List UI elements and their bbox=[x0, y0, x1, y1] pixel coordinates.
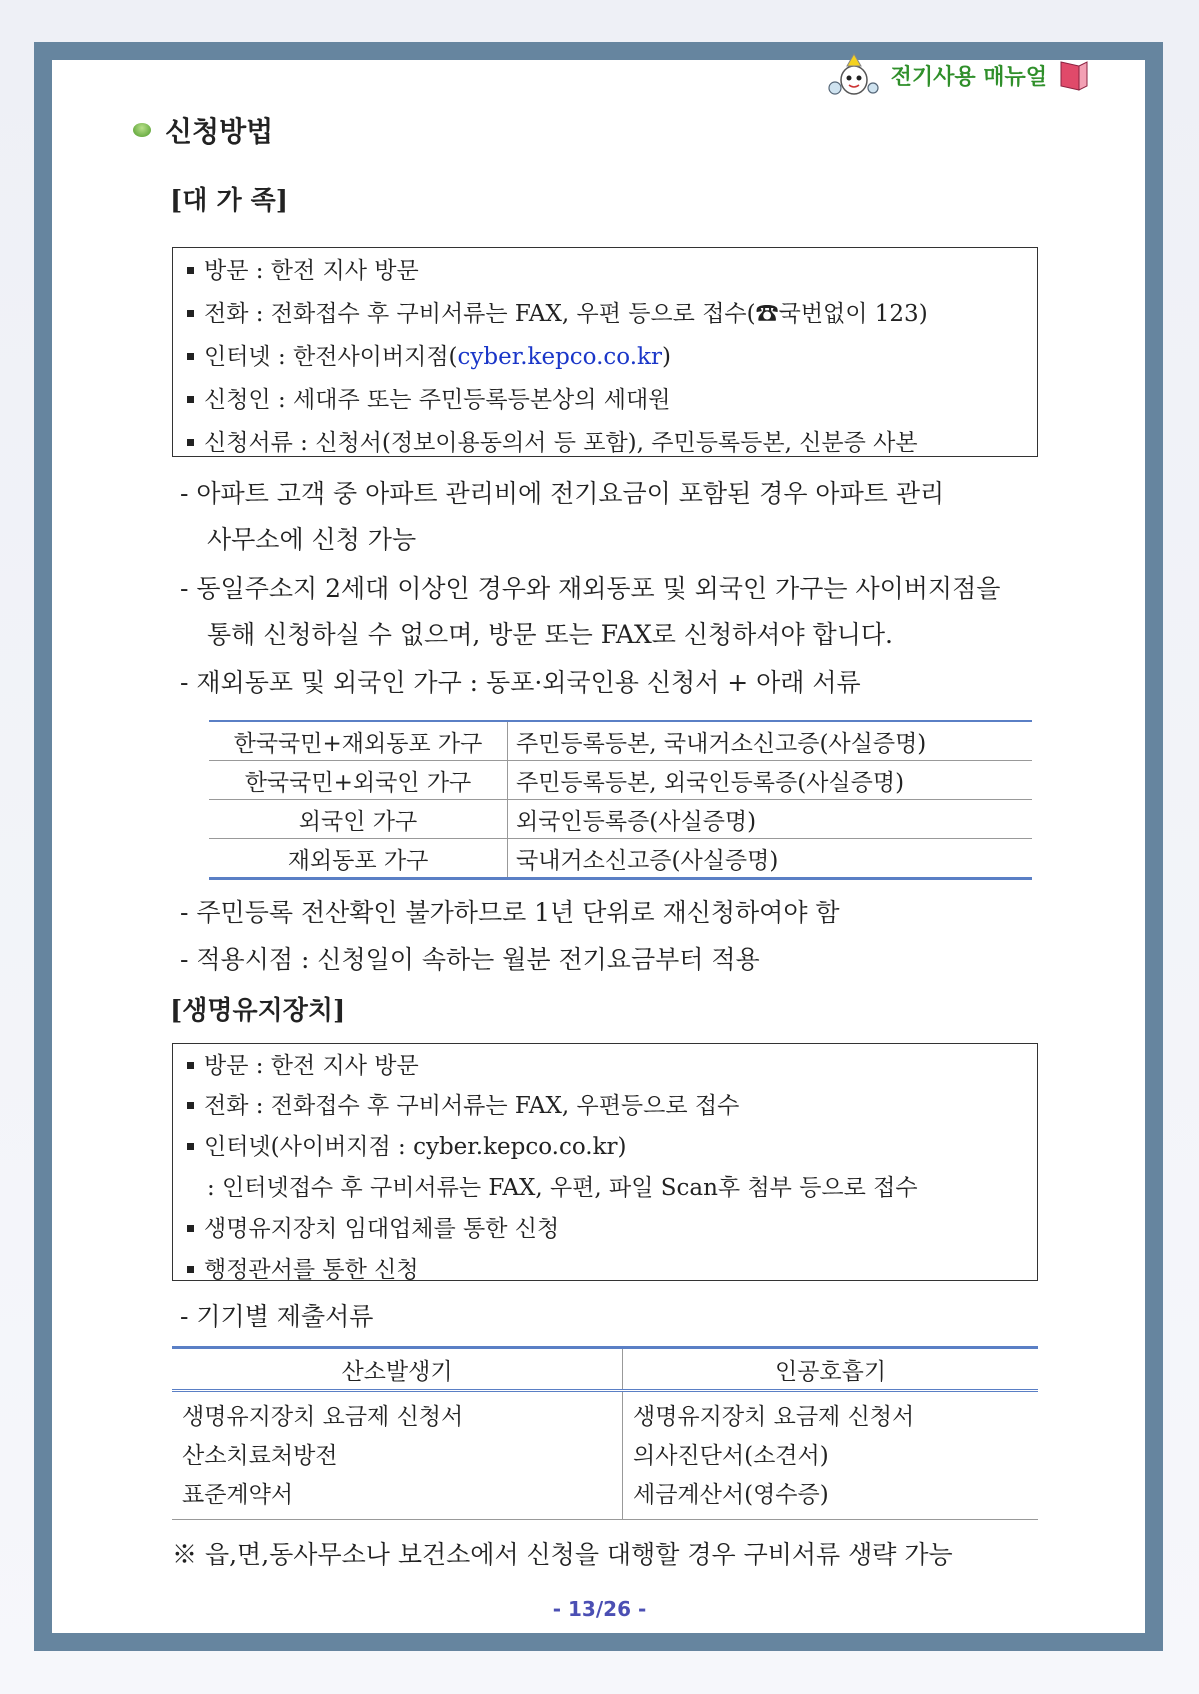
method-item-internet: 인터넷 : 한전사이버지점(cyber.kepco.co.kr) bbox=[187, 336, 1037, 379]
method-item: 방문 : 한전 지사 방문 bbox=[187, 1046, 1037, 1086]
col-ventilator: 인공호흡기 bbox=[623, 1348, 1039, 1391]
method-item: 방문 : 한전 지사 방문 bbox=[187, 250, 1037, 293]
square-bullet-icon bbox=[187, 1266, 194, 1273]
square-bullet-icon bbox=[187, 1143, 194, 1150]
table-row: 재외동포 가구 국내거소신고증(사실증명) bbox=[209, 839, 1032, 879]
table-header-row bbox=[172, 1348, 1038, 1391]
green-bullet-icon bbox=[133, 123, 151, 137]
method-item: 신청인 : 세대주 또는 주민등록등본상의 세대원 bbox=[187, 379, 1037, 422]
note-line: - 재외동포 및 외국인 가구 : 동포·외국인용 신청서 + 아래 서류 bbox=[180, 668, 861, 697]
mascot-icon bbox=[827, 52, 881, 98]
oxygen-docs: 생명유지장치 요금제 신청서 산소치료처방전 표준계약서 bbox=[172, 1391, 623, 1520]
square-bullet-icon bbox=[187, 396, 194, 403]
family-heading: [대 가 족] bbox=[170, 186, 289, 216]
family-doc-table bbox=[209, 720, 1032, 880]
method-item: 신청서류 : 신청서(정보이용동의서 등 포함), 주민등록등본, 신분증 사본 bbox=[187, 422, 1037, 465]
square-bullet-icon bbox=[187, 439, 194, 446]
note-line: - 주민등록 전산확인 불가하므로 1년 단위로 재신청하여야 함 bbox=[180, 898, 840, 927]
book-icon bbox=[1057, 58, 1089, 92]
table-row bbox=[172, 1391, 1038, 1520]
life-support-heading: [생명유지장치] bbox=[170, 996, 346, 1026]
method-item: 인터넷(사이버지점 : cyber.kepco.co.kr) bbox=[187, 1127, 1037, 1168]
manual-title: 전기사용 매뉴얼 bbox=[890, 64, 1047, 90]
method-item: 전화 : 전화접수 후 구비서류는 FAX, 우편등으로 접수 bbox=[187, 1086, 1037, 1127]
kepco-link[interactable]: cyber.kepco.co.kr bbox=[457, 344, 662, 370]
note-line: - 동일주소지 2세대 이상인 경우와 재외동포 및 외국인 가구는 사이버지점을 bbox=[180, 574, 1001, 603]
col-oxygen: 산소발생기 bbox=[172, 1348, 623, 1391]
square-bullet-icon bbox=[187, 1102, 194, 1109]
note-line: 통해 신청하실 수 없으며, 방문 또는 FAX로 신청하셔야 합니다. bbox=[207, 620, 893, 649]
table-row: 한국국민+외국인 가구 주민등록등본, 외국인등록증(사실증명) bbox=[209, 761, 1032, 800]
method-item: 생명유지장치 임대업체를 통한 신청 bbox=[187, 1209, 1037, 1250]
table-row: 외국인 가구 외국인등록증(사실증명) bbox=[209, 800, 1032, 839]
family-methods-box bbox=[172, 247, 1038, 457]
section-title-text: 신청방법 bbox=[165, 115, 274, 148]
life-support-methods-box bbox=[172, 1043, 1038, 1281]
square-bullet-icon bbox=[187, 267, 194, 274]
method-item: 전화 : 전화접수 후 구비서류는 FAX, 우편 등으로 접수(☎국번없이 123) bbox=[187, 293, 1037, 336]
note-line: - 기기별 제출서류 bbox=[180, 1302, 374, 1331]
table-row: 한국국민+재외동포 가구 주민등록등본, 국내거소신고증(사실증명) bbox=[209, 721, 1032, 761]
square-bullet-icon bbox=[187, 310, 194, 317]
square-bullet-icon bbox=[187, 1225, 194, 1232]
square-bullet-icon bbox=[187, 353, 194, 360]
note-line: - 적용시점 : 신청일이 속하는 월분 전기요금부터 적용 bbox=[180, 945, 760, 974]
footnote: ※ 읍,면,동사무소나 보건소에서 신청을 대행할 경우 구비서류 생략 가능 bbox=[172, 1540, 953, 1569]
device-doc-table bbox=[172, 1346, 1038, 1520]
note-line: 사무소에 신청 가능 bbox=[207, 525, 417, 554]
method-item: 행정관서를 통한 신청 bbox=[187, 1250, 1037, 1290]
page-number: - 13/26 - bbox=[552, 1597, 647, 1621]
square-bullet-icon bbox=[187, 1062, 194, 1069]
method-item-sub: : 인터넷접수 후 구비서류는 FAX, 우편, 파일 Scan후 첨부 등으로 접수 bbox=[207, 1175, 918, 1201]
section-title bbox=[133, 110, 273, 150]
manual-header bbox=[827, 52, 1089, 98]
note-line: - 아파트 고객 중 아파트 관리비에 전기요금이 포함된 경우 아파트 관리 bbox=[180, 479, 945, 508]
ventilator-docs: 생명유지장치 요금제 신청서 의사진단서(소견서) 세금계산서(영수증) bbox=[623, 1391, 1039, 1520]
